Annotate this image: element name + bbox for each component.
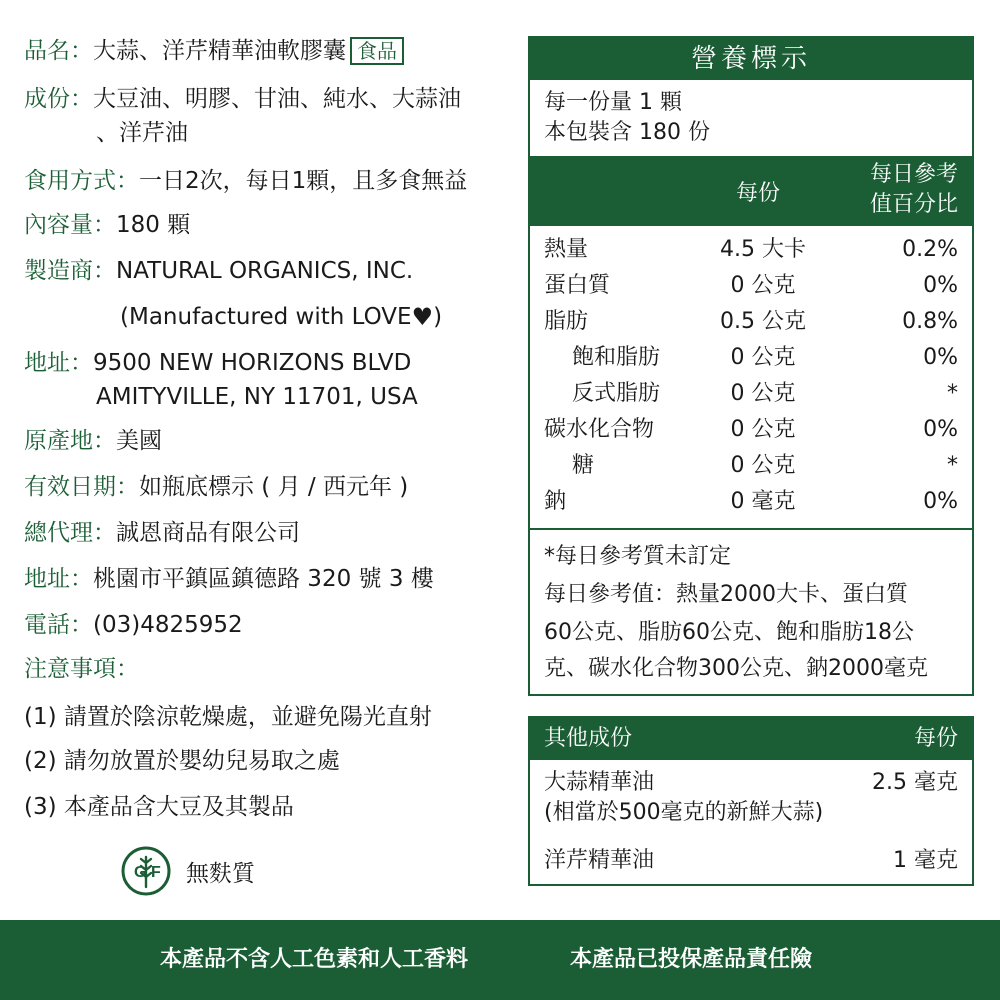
gluten-free-icon bbox=[120, 845, 172, 897]
note-2: (2) 請勿放置於嬰幼兒易取之處 bbox=[24, 748, 340, 774]
nutrient-name: 反式脂肪 bbox=[572, 381, 661, 406]
ingredients-line2: 、洋芹油 bbox=[96, 120, 188, 146]
other-header-left: 其他成份 bbox=[544, 726, 633, 751]
notes-label: 注意事項： bbox=[24, 656, 139, 682]
maker-note-start: (Manufactured with LOVE bbox=[120, 304, 412, 330]
nutrient-pct: * bbox=[947, 453, 958, 478]
col-daily-line2: 值百分比 bbox=[869, 192, 958, 217]
nutrition-note-1: *每日參考質未訂定 bbox=[544, 544, 732, 569]
other-ingredients-panel bbox=[528, 716, 974, 886]
nutrient-pct: 0% bbox=[923, 345, 958, 370]
nutrition-row bbox=[530, 340, 972, 376]
nutrition-divider bbox=[530, 528, 972, 530]
nutrient-amount: 0.5 公克 bbox=[720, 309, 806, 334]
agent-line bbox=[24, 518, 300, 548]
agent-label: 總代理： bbox=[24, 520, 116, 546]
maker-value: NATURAL ORGANICS, INC. bbox=[116, 258, 414, 284]
nutrition-row bbox=[530, 376, 972, 412]
nutrient-pct: 0.2% bbox=[902, 237, 958, 262]
nutrient-amount: 0 公克 bbox=[730, 273, 796, 298]
nutrition-panel bbox=[528, 36, 974, 696]
product-name-label: 品名： bbox=[24, 38, 93, 64]
maker-line bbox=[24, 256, 413, 286]
maker-note bbox=[120, 302, 442, 332]
other-header-right: 每份 bbox=[913, 726, 958, 751]
product-name-value: 大蒜、洋芹精華油軟膠囊 bbox=[93, 38, 346, 64]
nutrient-pct: 0% bbox=[923, 489, 958, 514]
usage-label: 食用方式： bbox=[24, 168, 139, 194]
phone-line bbox=[24, 610, 243, 640]
gf-letter-g: G bbox=[134, 864, 147, 881]
other-item2-name: 洋芹精華油 bbox=[544, 848, 655, 873]
nutrient-pct: 0% bbox=[923, 273, 958, 298]
agent-address-label: 地址： bbox=[24, 566, 93, 592]
content-label: 內容量： bbox=[24, 212, 116, 238]
usage-line bbox=[24, 166, 467, 196]
servings-per-pack: 本包裝含 180 份 bbox=[544, 120, 710, 145]
nutrient-amount: 4.5 大卡 bbox=[720, 237, 806, 262]
nutrient-name: 熱量 bbox=[544, 237, 589, 262]
food-tag: 食品 bbox=[350, 37, 404, 65]
maker-note-end: ) bbox=[433, 304, 443, 330]
nutrient-name: 鈉 bbox=[544, 489, 567, 514]
agent-address-value: 桃園市平鎮區鎮德路 320 號 3 樓 bbox=[93, 566, 434, 592]
serving-size: 每一份量 1 顆 bbox=[544, 90, 682, 115]
footer-banner bbox=[0, 920, 1000, 1000]
phone-label: 電話： bbox=[24, 612, 93, 638]
nutrition-title: 營養標示 bbox=[530, 38, 972, 80]
address-value: 9500 NEW HORIZONS BLVD bbox=[93, 350, 412, 376]
other-item2-amount: 1 毫克 bbox=[893, 848, 958, 873]
other-item1-amount: 2.5 毫克 bbox=[872, 770, 958, 795]
col-per-serving: 每份 bbox=[736, 181, 781, 206]
heart-icon: ♥ bbox=[411, 303, 434, 331]
footer-text-2: 本產品已投保產品責任險 bbox=[570, 947, 813, 972]
nutrition-row bbox=[530, 412, 972, 448]
nutrition-row bbox=[530, 484, 972, 520]
footer-text-1: 本產品不含人工色素和人工香料 bbox=[160, 947, 469, 972]
nutrition-note-2-line3: 克、碳水化合物300公克、鈉2000毫克 bbox=[544, 656, 928, 681]
product-name-line bbox=[24, 36, 404, 66]
content-value: 180 顆 bbox=[116, 212, 191, 238]
content-line bbox=[24, 210, 190, 240]
nutrient-pct: 0% bbox=[923, 417, 958, 442]
nutrient-amount: 0 公克 bbox=[730, 381, 796, 406]
maker-label: 製造商： bbox=[24, 258, 116, 284]
ingredients-line bbox=[24, 84, 461, 114]
nutrition-row bbox=[530, 268, 972, 304]
nutrient-name: 脂肪 bbox=[544, 309, 589, 334]
nutrition-note-2-line1: 每日參考值：熱量2000大卡、蛋白質 bbox=[544, 582, 908, 607]
origin-line bbox=[24, 426, 162, 456]
nutrition-row bbox=[530, 304, 972, 340]
address-line2: AMITYVILLE, NY 11701, USA bbox=[96, 384, 418, 410]
phone-value: (03)4825952 bbox=[93, 612, 243, 638]
address-label: 地址： bbox=[24, 350, 93, 376]
note-1: (1) 請置於陰涼乾燥處，並避免陽光直射 bbox=[24, 704, 432, 730]
gluten-free-text: 無麩質 bbox=[186, 860, 255, 887]
expiry-line bbox=[24, 472, 408, 502]
col-daily-line1: 每日參考 bbox=[869, 162, 958, 187]
ingredients-label: 成份： bbox=[24, 86, 93, 112]
nutrient-amount: 0 毫克 bbox=[730, 489, 796, 514]
nutrition-header bbox=[530, 156, 972, 226]
usage-value: 一日2次，每日1顆，且多食無益 bbox=[139, 168, 468, 194]
nutrition-row bbox=[530, 448, 972, 484]
agent-address-line bbox=[24, 564, 434, 594]
other-ingredients-header bbox=[530, 718, 972, 760]
nutrient-name: 碳水化合物 bbox=[544, 417, 655, 442]
address-line bbox=[24, 348, 411, 378]
nutrient-name: 飽和脂肪 bbox=[572, 345, 661, 370]
col-daily-pct bbox=[870, 160, 958, 220]
other-item1-name: 大蒜精華油 bbox=[544, 770, 655, 795]
nutrient-amount: 0 公克 bbox=[730, 345, 796, 370]
other-item1-note: (相當於500毫克的新鮮大蒜) bbox=[544, 800, 824, 825]
nutrient-amount: 0 公克 bbox=[730, 453, 796, 478]
gluten-free-badge bbox=[120, 845, 255, 897]
expiry-value: 如瓶底標示 ( 月 / 西元年 ) bbox=[139, 474, 409, 500]
nutrition-row bbox=[530, 232, 972, 268]
origin-label: 原產地： bbox=[24, 428, 116, 454]
ingredients-value: 大豆油、明膠、甘油、純水、大蒜油 bbox=[93, 86, 461, 112]
expiry-label: 有效日期： bbox=[24, 474, 139, 500]
nutrient-pct: * bbox=[947, 381, 958, 406]
nutrition-note-2-line2: 60公克、脂肪60公克、飽和脂肪18公 bbox=[544, 620, 914, 645]
nutrient-name: 蛋白質 bbox=[544, 273, 611, 298]
origin-value: 美國 bbox=[116, 428, 162, 454]
nutrient-name: 糖 bbox=[572, 453, 595, 478]
nutrient-amount: 0 公克 bbox=[730, 417, 796, 442]
note-3: (3) 本產品含大豆及其製品 bbox=[24, 794, 294, 820]
gf-letter-f: F bbox=[151, 864, 161, 881]
nutrient-pct: 0.8% bbox=[902, 309, 958, 334]
agent-value: 誠恩商品有限公司 bbox=[116, 520, 300, 546]
